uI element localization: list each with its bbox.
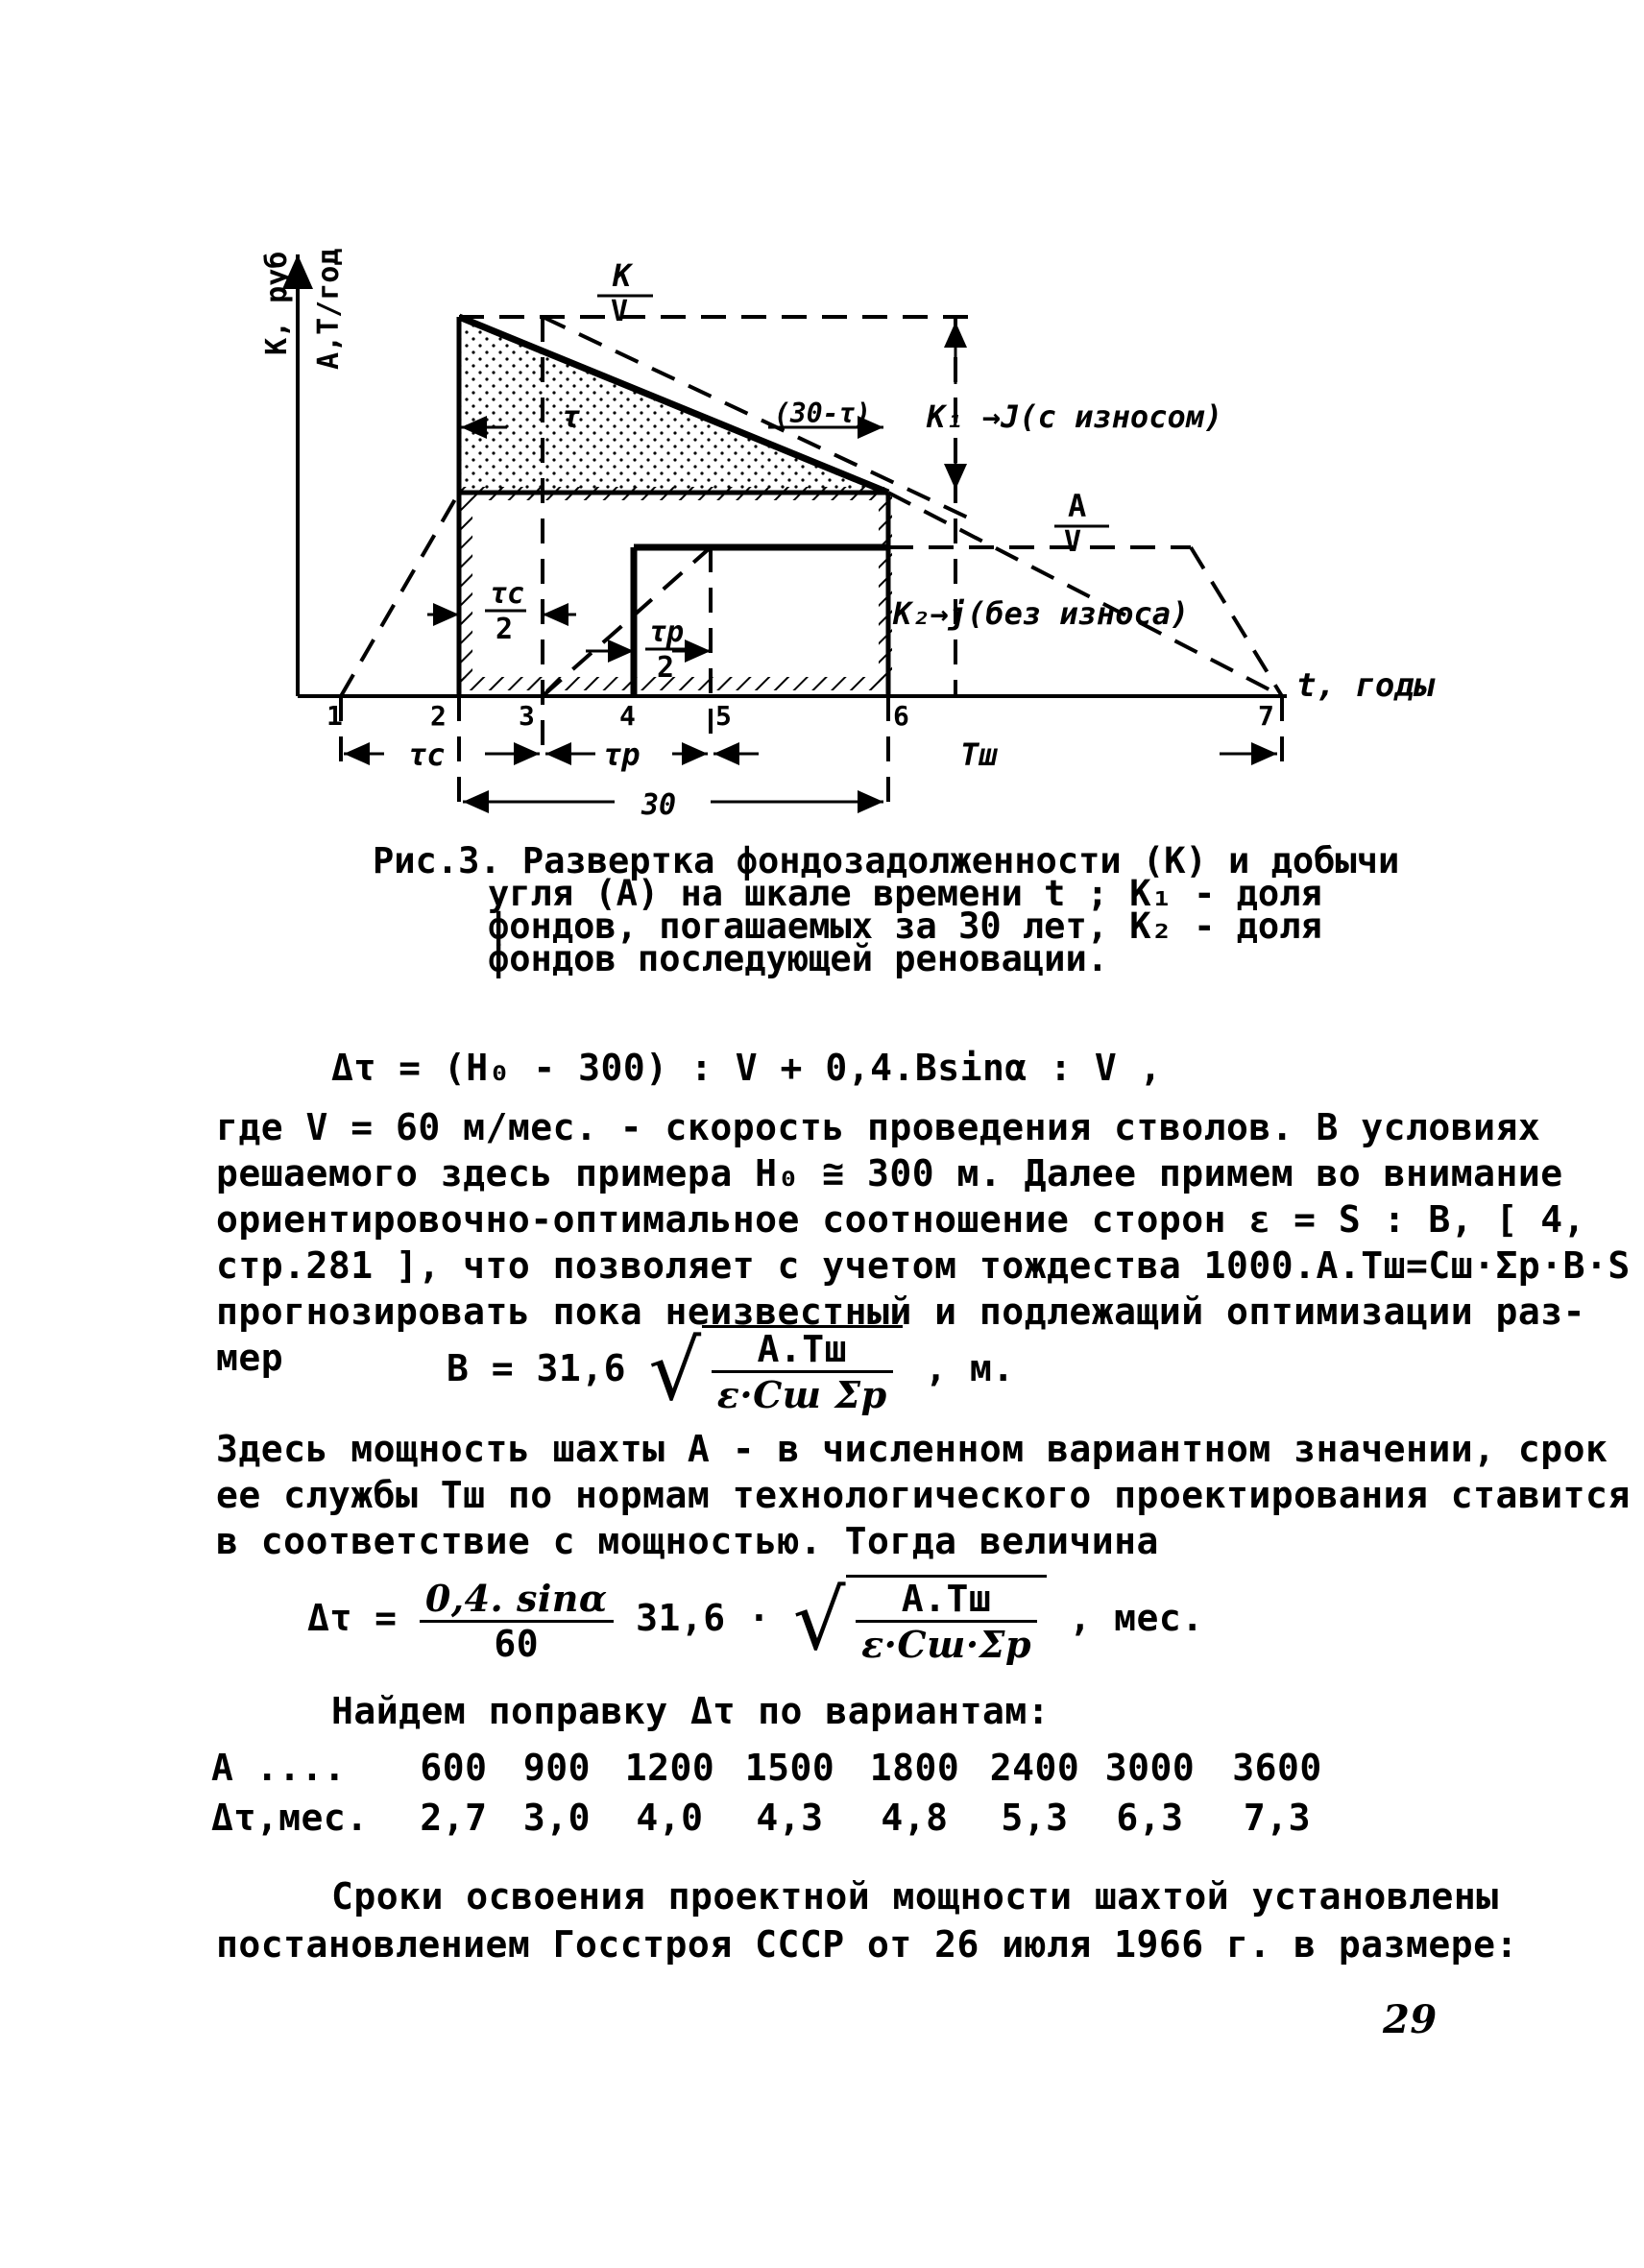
- formula-delta-tau-2: [307, 1572, 1204, 1669]
- table-row-a: [211, 1743, 1344, 1793]
- a-value: 1200: [624, 1747, 715, 1789]
- formula-b-tail: , м.: [925, 1347, 1015, 1389]
- p3-line-1: Сроки освоения проектной мощности шахтой установлены: [331, 1875, 1499, 1918]
- dt-value: 4,3: [756, 1797, 824, 1839]
- p2-line-3: в соответствие с мощностью. Тогда величина: [216, 1520, 1159, 1562]
- formula3-root: √ $\frac{A.Tш}{\varepsilon\cdot Cш\cdot\Sigma p}$: [793, 1575, 1047, 1666]
- point-4: 4: [619, 700, 636, 732]
- variant-table: [211, 1743, 1344, 1843]
- a-value: 900: [522, 1747, 592, 1789]
- label-tsh: Tш: [960, 736, 998, 773]
- point-2: 2: [430, 700, 447, 732]
- formula3-mid: 31,6 ·: [636, 1597, 771, 1639]
- formula3-num2: A.Tш: [856, 1578, 1037, 1623]
- dt-value: 4,8: [881, 1797, 949, 1839]
- formula-delta-tau: Δτ = (H₀ - 300) : V + 0,4.Bsinα : V ,: [331, 1047, 1162, 1089]
- p1-line-1: где V = 60 м/мес. - скорость проведения стволов. В условиях: [216, 1106, 1541, 1148]
- label-tc-num: τc: [490, 577, 525, 611]
- a-value: 2400: [989, 1747, 1080, 1789]
- label-30-tau: (30-τ): [774, 398, 872, 429]
- formula3-den1: 60: [494, 1622, 540, 1665]
- paragraph-3: [216, 1872, 1518, 1968]
- dt-value: 3,0: [522, 1797, 592, 1839]
- formula-b-num: A.Tш: [712, 1328, 893, 1373]
- table-row-dt: [211, 1793, 1344, 1843]
- formula-b-lhs: B = 31,6: [447, 1347, 627, 1389]
- caption-line-2: угля (А) на шкале времени t ; К₁ - доля: [488, 873, 1322, 914]
- p1-line-2: решаемого здесь примера H₀ ≅ 300 м. Далее примем во внимание: [216, 1152, 1563, 1194]
- label-v-right: V: [1064, 525, 1082, 559]
- label-30: 30: [641, 788, 677, 822]
- formula3-lhs: Δτ =: [307, 1597, 398, 1639]
- y-axis-label-k: К, руб: [260, 251, 294, 355]
- p1-line-5: прогнозировать пока неизвестный и подлежащий оптимизации раз-: [216, 1291, 1586, 1333]
- figure-caption: [373, 840, 1400, 979]
- label-tp-den: 2: [657, 651, 675, 685]
- row-label-a: А ....: [211, 1747, 347, 1789]
- p1-line-3: ориентировочно-оптимальное соотношение сторон ε = S : B, [ 4,: [216, 1198, 1586, 1241]
- p2-line-1: Здесь мощность шахты А - в численном вариантном значении, срок: [216, 1428, 1608, 1470]
- point-5: 5: [715, 700, 732, 732]
- label-k1: К₁ →J(с износом): [927, 398, 1223, 435]
- a-value: 3600: [1232, 1747, 1322, 1789]
- formula-b-den: ε·Cш Σp: [716, 1373, 887, 1416]
- label-tau: τ: [562, 398, 581, 435]
- formula-b: [447, 1322, 1015, 1419]
- formula3-tail: , мес.: [1069, 1597, 1204, 1639]
- point-7: 7: [1258, 700, 1274, 732]
- p1-line-4: стр.281 ], что позволяет с учетом тождества 1000.A.Tш=Cш·Σp·B·S: [216, 1244, 1631, 1287]
- label-tp: τр: [603, 736, 641, 773]
- caption-line-3: фондов, погашаемых за 30 лет, К₂ - доля: [488, 905, 1322, 947]
- a-value: 1500: [744, 1747, 835, 1789]
- dt-value: 5,3: [1001, 1797, 1069, 1839]
- p2-line-2: ее службы Tш по нормам технологического проектирования ставится: [216, 1474, 1631, 1516]
- label-tp-num: τр: [649, 615, 685, 649]
- label-k2: К₂→j(без износа): [893, 595, 1190, 632]
- x-axis-label: t, годы: [1296, 666, 1435, 705]
- paragraph-2: [216, 1426, 1631, 1564]
- label-a: А: [1068, 488, 1087, 524]
- point-6: 6: [893, 700, 909, 732]
- point-3: 3: [519, 700, 535, 732]
- y-axis-label-a: А,Т/год: [312, 248, 346, 370]
- p3-line-2: постановлением Госстроя СССР от 26 июля 1966 г. в размере:: [216, 1923, 1518, 1966]
- formula-b-root: √ $\frac{A.Tш}{\text{ε·Cш Σp}}$: [648, 1325, 902, 1416]
- formula3-den2: ε·Cш·Σp: [861, 1623, 1032, 1666]
- point-1: 1: [326, 700, 343, 732]
- caption-line-4: фондов последующей реновации.: [488, 938, 1109, 979]
- a-value: 3000: [1104, 1747, 1196, 1789]
- dt-value: 6,3: [1116, 1797, 1184, 1839]
- row-label-dt: Δτ,мес.: [211, 1797, 369, 1839]
- dt-value: 2,7: [420, 1797, 488, 1839]
- label-v-top: V: [611, 295, 629, 328]
- dt-value: 4,0: [636, 1797, 704, 1839]
- label-tc: τc: [408, 736, 446, 773]
- page-number: 29: [1383, 1997, 1438, 2042]
- table-intro: Найдем поправку Δτ по вариантам:: [331, 1690, 1051, 1732]
- p1-line-6: мер: [216, 1337, 284, 1379]
- formula3-num1: 0,4. sinα: [420, 1577, 614, 1623]
- label-k: К: [613, 257, 632, 294]
- a-value: 600: [420, 1747, 488, 1789]
- figure-diagram: [0, 0, 1644, 845]
- label-tc-den: 2: [496, 613, 514, 646]
- a-value: 1800: [869, 1747, 960, 1789]
- caption-line-1: Рис.3. Развертка фондозадолженности (К) и добычи: [373, 840, 1400, 881]
- dt-value: 7,3: [1243, 1797, 1312, 1839]
